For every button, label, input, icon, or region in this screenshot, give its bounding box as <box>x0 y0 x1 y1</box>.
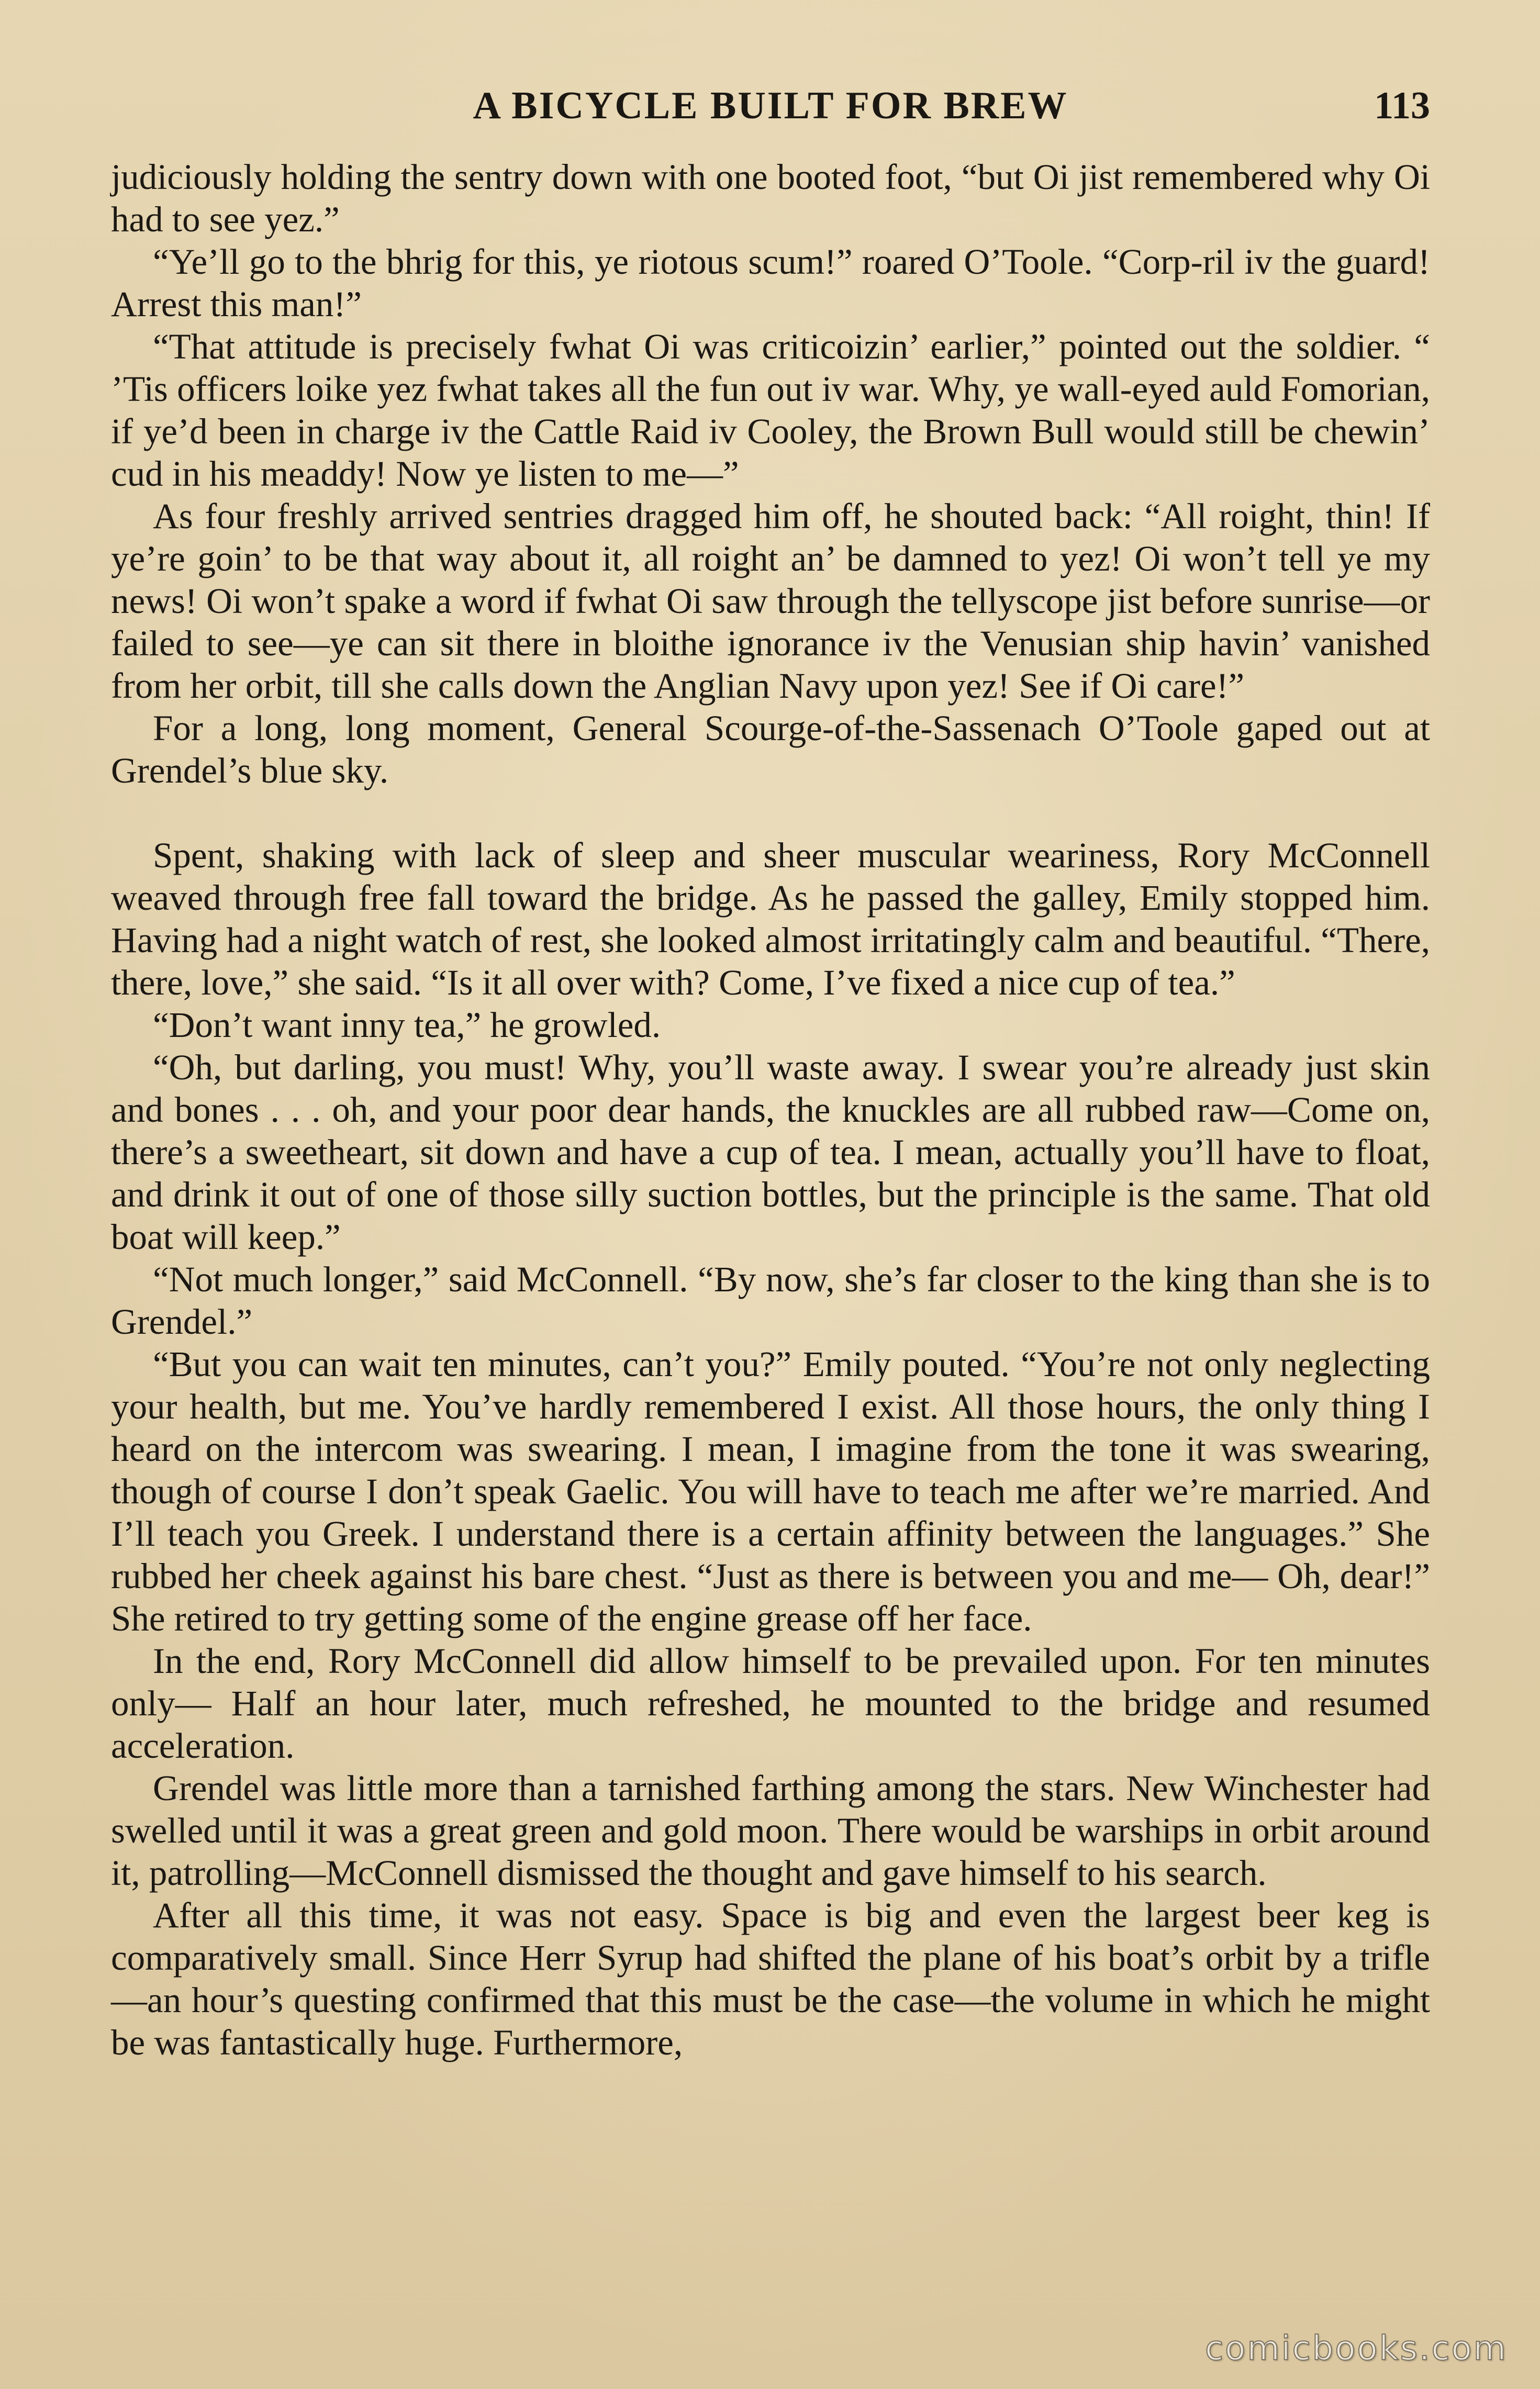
paragraph: As four freshly arrived sentries dragged him off, he shouted back: “All roight, thin! If ye’re goin’ to be that way about it, all roight an’ be damned to yez! Oi won’t tell ye my news! Oi won’t spake a word if fwhat Oi saw through the tellyscope jist before sunrise—or failed to see—ye can sit there in bloithe ignorance iv the Venusian ship havin’ vanished from her orbit, till she calls down the Anglian Navy upon yez! See if Oi care!” <box>111 496 1430 706</box>
paragraph: In the end, Rory McConnell did allow himself to be prevailed upon. For ten minutes only— Half an hour later, much refreshed, he mounted to the bridge and resumed acceleration. <box>111 1641 1430 1766</box>
page-number: 113 <box>1374 84 1430 127</box>
paragraph: Spent, shaking with lack of sleep and sheer muscular weariness, Rory McConnell weaved through free fall toward the bridge. As he passed the galley, Emily stopped him. Having had a night watch of rest, she looked almost irritatingly calm and beautiful. “There, there, love,” she said. “Is it all over with? Come, I’ve fixed a nice cup of tea.” <box>111 835 1430 1002</box>
paragraph: “Don’t want inny tea,” he growled. <box>153 1005 661 1045</box>
paragraph: “That attitude is precisely fwhat Oi was criticoizin’ earlier,” pointed out the soldier. “ ’Tis officers loike yez fwhat takes all the fun out iv war. Why, ye wall-eyed auld Fomorian, if ye’d been in charge iv the Cattle Raid iv Cooley, the Brown Bull would still be chewin’ cud in his meaddy! Now ye listen to me—” <box>111 327 1430 494</box>
paragraph: “But you can wait ten minutes, can’t you?” Emily pouted. “You’re not only neglecting your health, but me. You’ve hardly remembered I exist. All those hours, the only thing I heard on the intercom was swearing. I mean, I imagine from the tone it was swearing, though of course I don’t speak Gaelic. You will have to teach me after we’re married. And I’ll teach you Greek. I understand there is a certain affinity between the languages.” She rubbed her cheek against his bare chest. “Just as there is between you and me— Oh, dear!” She retired to try getting some of the engine grease off her face. <box>111 1344 1430 1638</box>
section-break <box>111 792 1430 834</box>
page-header <box>111 84 1430 141</box>
body-text <box>111 156 1430 2064</box>
running-title: A BICYCLE BUILT FOR BREW <box>473 84 1068 127</box>
paragraph: For a long, long moment, General Scourge-of-the-Sassenach O’Toole gaped out at Grendel’s blue sky. <box>111 708 1430 790</box>
paragraph: “Oh, but darling, you must! Why, you’ll waste away. I swear you’re already just skin and bones . . . oh, and your poor dear hands, the knuckles are all rubbed raw—Come on, there’s a sweetheart, sit down and have a cup of tea. I mean, actually you’ll have to float, and drink it out of one of those silly suction bottles, but the principle is the same. That old boat will keep.” <box>111 1047 1430 1257</box>
paragraph: “Ye’ll go to the bhrig for this, ye riotous scum!” roared O’Toole. “Corp-ril iv the guard! Arrest this man!” <box>111 242 1430 324</box>
paragraph: “Not much longer,” said McConnell. “By now, she’s far closer to the king than she is to Grendel.” <box>111 1259 1430 1342</box>
watermark-logo: comicbooks.com <box>1204 2329 1508 2368</box>
paragraph: After all this time, it was not easy. Space is big and even the largest beer keg is comparatively small. Since Herr Syrup had shifted the plane of his boat’s orbit by a trifle—an hour’s questing confirmed that this must be the case—the volume in which he might be was fantastically huge. Furthermore, <box>111 1895 1430 2062</box>
paragraph: judiciously holding the sentry down with one booted foot, “but Oi jist remembered why Oi had to see yez.” <box>111 157 1430 239</box>
paragraph: Grendel was little more than a tarnished farthing among the stars. New Winchester had swelled until it was a great green and gold moon. There would be warships in orbit around it, patrolling—McConnell dismissed the thought and gave himself to his search. <box>111 1768 1430 1893</box>
